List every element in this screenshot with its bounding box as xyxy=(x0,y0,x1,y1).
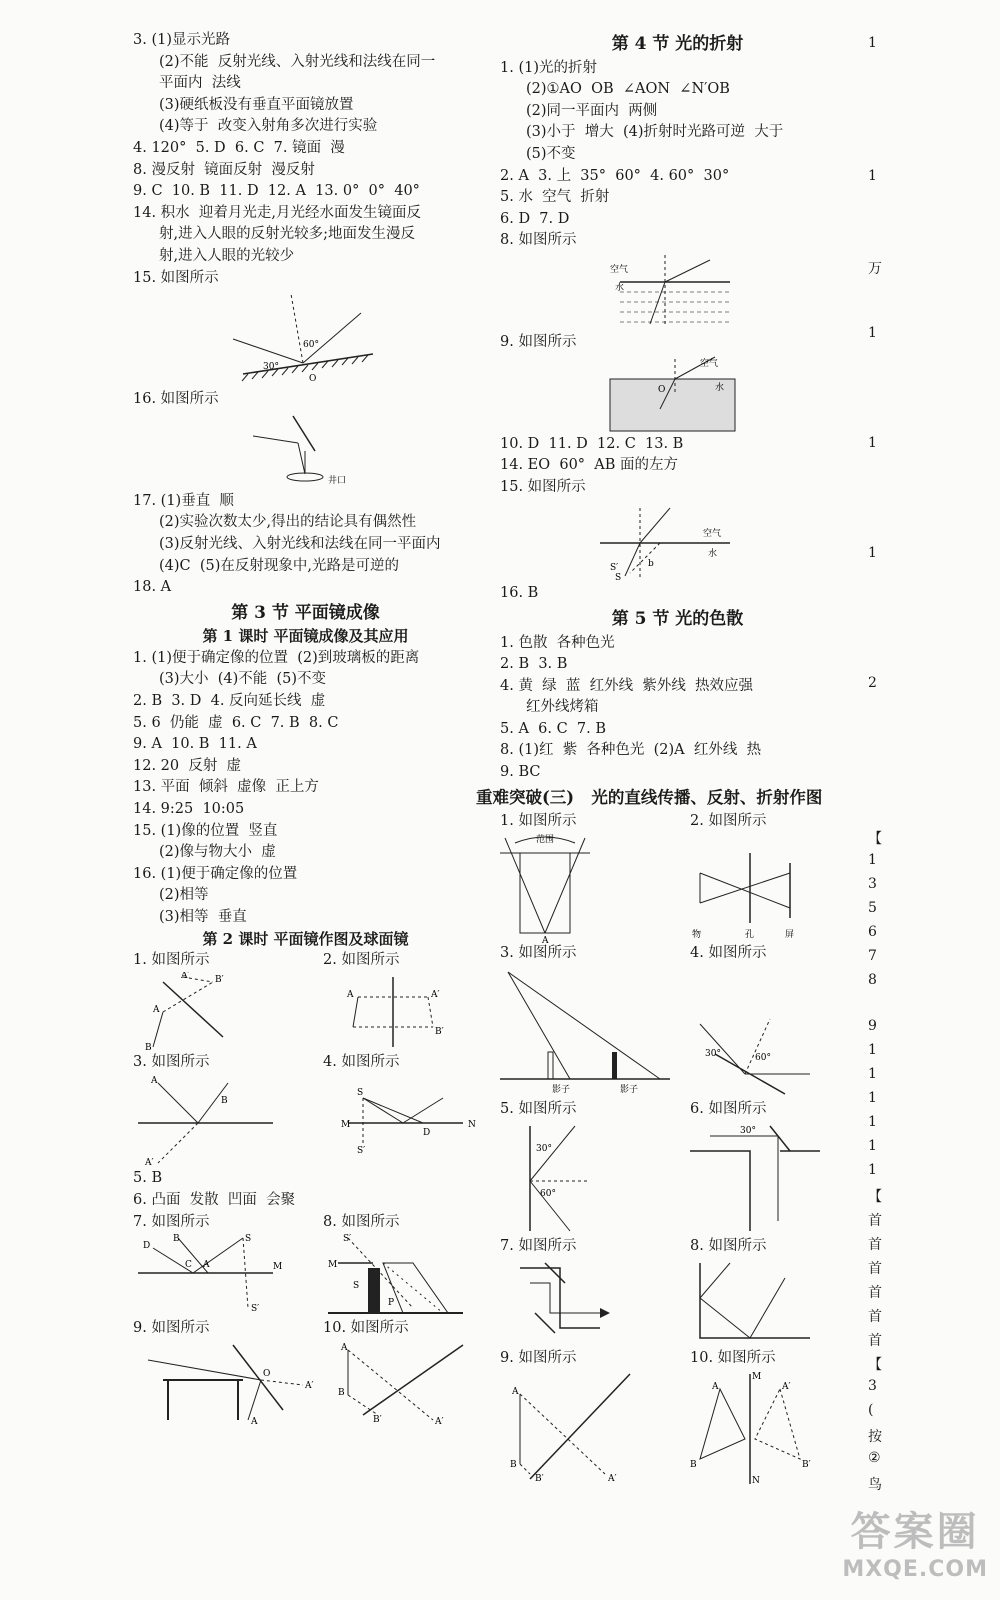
edge-char: 1 xyxy=(868,1162,877,1178)
point-label: N xyxy=(752,1476,760,1485)
edge-char: 7 xyxy=(868,948,877,964)
answer-line: 7. 如图所示 xyxy=(133,1213,210,1230)
point-label: A xyxy=(542,935,549,943)
edge-char: 首 xyxy=(868,1261,882,1277)
edge-char: 3 xyxy=(868,876,877,892)
edge-char: 5 xyxy=(868,900,877,916)
caption-label: 影子 xyxy=(620,1085,639,1096)
section-title: 第 4 节 光的折射 xyxy=(611,34,744,54)
answer-line: 14. 积水 迎着月光走,月光经水面发生镜面反 xyxy=(133,204,421,221)
angle-label: 30° xyxy=(740,1126,756,1137)
answer-line: (2)像与物大小 虚 xyxy=(159,844,276,861)
caption-label: 孔 xyxy=(745,929,755,940)
answer-line: (3)硬纸板没有垂直平面镜放置 xyxy=(159,96,354,113)
point-label: A xyxy=(712,1382,719,1393)
edge-char: 【 xyxy=(868,831,882,847)
answer-line: 10. 如图所示 xyxy=(323,1320,409,1337)
angle-label: 30° xyxy=(536,1144,552,1155)
point-label: O xyxy=(309,374,317,385)
watermark-logo-text: 答案圈 xyxy=(850,1509,980,1555)
reflection-diagram xyxy=(690,964,880,1099)
answer-line: 3. 如图所示 xyxy=(500,944,577,961)
point-label: M xyxy=(752,1372,762,1383)
lesson-title: 第 1 课时 平面镜成像及其应用 xyxy=(202,627,409,646)
answer-line: (3)相等 垂直 xyxy=(159,909,247,925)
answer-line: 15. 如图所示 xyxy=(133,269,219,286)
right-column xyxy=(476,30,855,1485)
point-label: B′ xyxy=(435,1026,444,1037)
edge-char: 按 xyxy=(868,1429,882,1445)
answer-line: 5. B xyxy=(133,1170,163,1187)
answer-line: 9. 如图所示 xyxy=(500,1349,577,1366)
edge-char: 万 xyxy=(868,261,882,277)
section-title: 重难突破(三) 光的直线传播、反射、折射作图 xyxy=(476,787,823,807)
point-label: S′ xyxy=(343,1234,352,1245)
answer-line: 10. 如图所示 xyxy=(690,1349,776,1366)
angle-label: 60° xyxy=(755,1053,771,1064)
point-label: S xyxy=(357,1088,364,1099)
answer-line: (4)C (5)在反射现象中,光路是可逆的 xyxy=(159,557,399,574)
answer-line: 7. 如图所示 xyxy=(500,1238,577,1255)
point-label: b xyxy=(648,559,654,570)
point-label: S′ xyxy=(357,1146,366,1157)
answer-line: 15. 如图所示 xyxy=(500,478,586,495)
refraction-diagram xyxy=(500,498,855,583)
answer-line: 2. A 3. 上 35° 60° 4. 60° 30° xyxy=(500,167,730,184)
point-label: A xyxy=(347,989,354,1000)
medium-label: 水 xyxy=(615,282,625,293)
answer-line: 4. 如图所示 xyxy=(323,1053,400,1070)
point-label: A xyxy=(251,1416,258,1425)
edge-char: 1 xyxy=(868,1090,877,1106)
answer-line: 18. A xyxy=(133,579,172,596)
answer-line: 1. 如图所示 xyxy=(133,952,210,969)
answer-line: (2)不能 反射光线、入射光线和法线在同一 xyxy=(159,53,436,70)
point-label: B′ xyxy=(535,1474,544,1485)
mirror-image-diagram xyxy=(500,1369,690,1484)
answer-line: 8. 如图所示 xyxy=(500,232,577,249)
shadow-diagram xyxy=(500,964,690,1099)
medium-label: 空气 xyxy=(610,264,629,275)
caption-label: 影子 xyxy=(552,1085,571,1096)
answer-line: 14. 9:25 10:05 xyxy=(133,801,245,818)
answer-line: 16. 如图所示 xyxy=(133,391,219,408)
edge-char: 2 xyxy=(868,675,877,691)
point-label: S xyxy=(615,573,622,584)
point-label: B xyxy=(173,1234,180,1245)
point-label: A′ xyxy=(145,1158,154,1169)
answer-line: 8. 漫反射 镜面反射 漫反射 xyxy=(133,161,315,178)
point-label: A′ xyxy=(782,1382,791,1393)
answer-line: 射,进入人眼的光较少 xyxy=(159,247,295,264)
reflection-diagram xyxy=(133,1073,323,1168)
answer-line: 4. 120° 5. D 6. C 7. 镜面 漫 xyxy=(133,139,345,156)
angle-label: 60° xyxy=(540,1189,556,1200)
periscope-diagram xyxy=(500,1258,690,1348)
section-title: 第 5 节 光的色散 xyxy=(611,608,744,629)
answer-line: 6. 凸面 发散 凹面 会聚 xyxy=(133,1191,296,1208)
answer-line: 1. (1)光的折射 xyxy=(500,59,597,76)
answer-line: 1. (1)便于确定像的位置 (2)到玻璃板的距离 xyxy=(133,649,420,666)
watermark xyxy=(842,1500,988,1582)
point-label: A xyxy=(341,1342,348,1353)
reflection-diagram xyxy=(133,289,478,389)
edge-char: ② xyxy=(868,1450,881,1466)
point-label: M xyxy=(328,1260,338,1271)
answer-line: 16. B xyxy=(500,585,539,602)
right-edge-fragment xyxy=(868,0,928,1600)
answer-line: 6. D 7. D xyxy=(500,210,570,227)
answer-line: 17. (1)垂直 顺 xyxy=(133,492,234,509)
answer-line: (3)反射光线、入射光线和法线在同一平面内 xyxy=(159,535,441,552)
reflection-diagram xyxy=(133,1233,323,1318)
well-mirror-diagram xyxy=(133,411,478,491)
point-label: P xyxy=(388,1298,395,1309)
range-label: 范围 xyxy=(536,834,555,845)
point-label: D xyxy=(143,1241,151,1252)
answer-line: 射,进入人眼的反射光较多;地面发生漫反 xyxy=(159,226,415,243)
mirror-wall-diagram xyxy=(323,1233,513,1318)
point-label: S′ xyxy=(610,563,619,574)
edge-char: 1 xyxy=(868,852,877,868)
edge-char: 1 xyxy=(868,1066,877,1082)
periscope-diagram xyxy=(690,1121,880,1236)
edge-char: 首 xyxy=(868,1237,882,1253)
point-label: S xyxy=(245,1234,252,1245)
edge-char: 1 xyxy=(868,1138,877,1154)
point-label: A xyxy=(512,1387,519,1398)
medium-label: 水 xyxy=(715,382,725,393)
point-label: N xyxy=(468,1120,476,1131)
answer-line: 12. 20 反射 虚 xyxy=(133,757,242,774)
point-label: A′ xyxy=(305,1380,314,1391)
answer-line: (3)大小 (4)不能 (5)不变 xyxy=(159,671,327,688)
answer-line: 9. 如图所示 xyxy=(500,333,577,350)
medium-label: 空气 xyxy=(703,529,722,540)
edge-char: 1 xyxy=(868,168,877,184)
edge-char: 【 xyxy=(868,1357,882,1373)
edge-char: 3 xyxy=(868,1378,877,1394)
answer-line: 9. A 10. B 11. A xyxy=(133,736,257,753)
point-label: A xyxy=(151,1076,158,1087)
answer-line: 9. BC xyxy=(500,764,541,781)
edge-char: 首 xyxy=(868,1309,882,1325)
corner-reflection-diagram xyxy=(690,1258,880,1348)
edge-char: 首 xyxy=(868,1213,882,1229)
point-label: A′ xyxy=(431,989,440,1000)
answer-line: 2. B 3. D 4. 反向延长线 虚 xyxy=(133,693,326,710)
edge-char: 1 xyxy=(868,325,877,341)
answer-line: (5)不变 xyxy=(526,145,576,162)
answer-line: 2. 如图所示 xyxy=(690,813,767,830)
edge-char: 6 xyxy=(868,924,877,940)
point-label: B xyxy=(145,1042,152,1052)
point-label: C xyxy=(185,1260,192,1271)
edge-char: 1 xyxy=(868,35,877,51)
answer-line: 8. 如图所示 xyxy=(690,1238,767,1255)
mirror-image-diagram xyxy=(690,1369,880,1484)
edge-char: 8 xyxy=(868,972,877,988)
edge-char: 1 xyxy=(868,1042,877,1058)
point-label: S′ xyxy=(251,1304,260,1315)
point-label: A′ xyxy=(608,1474,617,1485)
point-label: B xyxy=(221,1096,228,1107)
point-label: B xyxy=(690,1460,697,1471)
answer-line: 8. 如图所示 xyxy=(323,1213,400,1230)
answer-line: (2)相等 xyxy=(159,887,209,904)
point-label: O xyxy=(263,1368,271,1379)
angle-label: 30° xyxy=(705,1049,721,1060)
section-title: 第 3 节 平面镜成像 xyxy=(231,602,380,623)
answer-line: 3. 如图所示 xyxy=(133,1053,210,1070)
point-label: B xyxy=(510,1460,517,1471)
point-label: A′ xyxy=(435,1416,444,1425)
point-label: D xyxy=(423,1128,431,1139)
medium-label: 水 xyxy=(708,549,718,560)
refraction-diagram xyxy=(500,354,855,434)
edge-char: 首 xyxy=(868,1333,882,1349)
answer-line: 4. 黄 绿 蓝 红外线 紫外线 热效应强 xyxy=(500,677,754,694)
edge-char: 【 xyxy=(868,1189,882,1205)
lesson-title: 第 2 课时 平面镜作图及球面镜 xyxy=(202,929,409,948)
answer-line: 10. D 11. D 12. C 13. B xyxy=(500,435,684,452)
well-label: 井口 xyxy=(328,475,347,486)
answer-line: 2. 如图所示 xyxy=(323,952,400,969)
point-label: B xyxy=(338,1387,345,1398)
answer-line: 2. B 3. B xyxy=(500,656,568,673)
reflection-diagram xyxy=(500,1121,690,1236)
caption-label: 屏 xyxy=(785,929,795,940)
answer-line: 6. 如图所示 xyxy=(690,1101,767,1118)
edge-char: 首 xyxy=(868,1285,882,1301)
answer-line: (4)等于 改变入射角多次进行实验 xyxy=(159,118,378,135)
watermark-url: MXQE.COM xyxy=(842,1557,988,1582)
edge-char: 鸟 xyxy=(868,1477,882,1493)
answer-line: 14. EO 60° AB 面的左方 xyxy=(500,457,679,474)
answer-line: 红外线烤箱 xyxy=(526,699,599,716)
table-mirror-diagram xyxy=(133,1340,323,1425)
answer-line: 3. (1)显示光路 xyxy=(133,32,230,48)
straight-light-diagram xyxy=(500,833,690,943)
point-label: B′ xyxy=(373,1414,382,1425)
pinhole-diagram xyxy=(690,833,880,943)
refraction-diagram xyxy=(500,252,855,332)
answer-line: 16. (1)便于确定像的位置 xyxy=(133,865,298,882)
point-label: S xyxy=(353,1281,360,1292)
answer-line: 1. 如图所示 xyxy=(500,813,577,830)
point-label: M xyxy=(273,1262,283,1273)
point-label: A xyxy=(153,1004,160,1015)
answer-line: 平面内 法线 xyxy=(159,75,241,92)
edge-char: ( xyxy=(868,1402,874,1418)
mirror-image-diagram xyxy=(323,1340,513,1425)
answer-line: 13. 平面 倾斜 虚像 正上方 xyxy=(133,779,319,796)
answer-line: (2)①AO OB ∠AON ∠N′OB xyxy=(526,81,730,98)
edge-char: 1 xyxy=(868,435,877,451)
point-label: M xyxy=(341,1120,351,1131)
reflection-diagram xyxy=(323,1073,513,1168)
answer-line: 8. (1)红 紫 各种色光 (2)A 红外线 热 xyxy=(500,742,762,759)
edge-char: 1 xyxy=(868,545,877,561)
answer-line: 5. 如图所示 xyxy=(500,1101,577,1118)
point-label: B′ xyxy=(802,1460,811,1471)
medium-label: 空气 xyxy=(700,358,719,369)
answer-line: 4. 如图所示 xyxy=(690,944,767,961)
caption-label: 物 xyxy=(692,929,702,940)
edge-char: 9 xyxy=(868,1018,877,1034)
answer-line: 5. 水 空气 折射 xyxy=(500,189,610,206)
answer-line: 1. 色散 各种色光 xyxy=(500,634,615,651)
point-label: A xyxy=(203,1260,210,1271)
angle-label: 60° xyxy=(303,340,319,351)
point-label: O xyxy=(658,384,666,395)
answer-line: 9. C 10. B 11. D 12. A 13. 0° 0° 40° xyxy=(133,183,420,200)
answer-line: 9. 如图所示 xyxy=(133,1320,210,1337)
point-label: A′ xyxy=(181,971,190,981)
answer-line: 15. (1)像的位置 竖直 xyxy=(133,822,278,839)
answer-line: (2)实验次数太少,得出的结论具有偶然性 xyxy=(159,514,417,531)
point-label: B′ xyxy=(215,974,224,985)
edge-char: 1 xyxy=(868,1114,877,1130)
left-column xyxy=(133,30,478,1425)
mirror-image-diagram xyxy=(323,972,513,1052)
answer-line: (2)同一平面内 两侧 xyxy=(526,102,658,119)
answer-line: 5. 6 仍能 虚 6. C 7. B 8. C xyxy=(133,714,339,731)
answer-line: (3)小于 增大 (4)折射时光路可逆 大于 xyxy=(526,124,784,141)
mirror-image-diagram xyxy=(133,972,323,1052)
angle-label: 30° xyxy=(263,362,279,373)
answer-line: 5. A 6. C 7. B xyxy=(500,720,606,737)
